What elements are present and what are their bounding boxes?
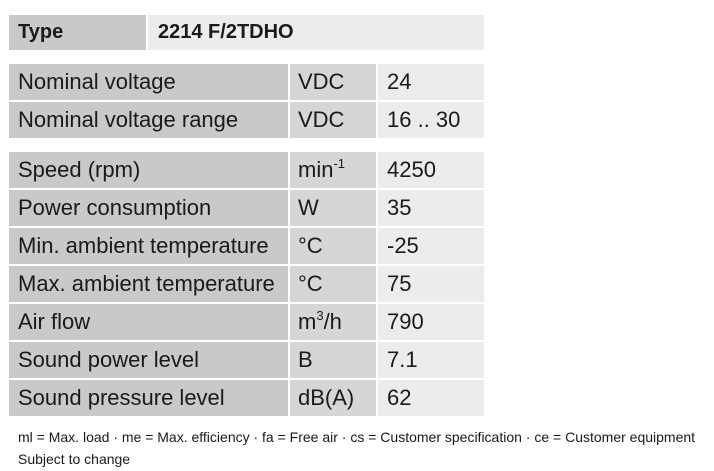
spec-value: 75 [378,266,484,302]
spec-row-max-ambient-temperature [9,266,484,302]
spec-value: 62 [378,380,484,416]
type-value: 2214 F/2TDHO [148,15,484,50]
spec-name: Power consumption [9,190,288,226]
spec-row-power-consumption [9,190,484,226]
spec-row-air-flow [9,304,484,340]
spec-row-speed [9,152,484,188]
spec-unit: °C [290,228,376,264]
spec-row-nominal-voltage-range [9,102,484,138]
spec-row-nominal-voltage [9,64,484,100]
type-label: Type [9,15,146,50]
spec-row-sound-power-level [9,342,484,378]
spec-name: Min. ambient temperature [9,228,288,264]
spec-name: Nominal voltage range [9,102,288,138]
type-row [9,15,484,50]
performance-spec-group [9,152,484,418]
spec-value: -25 [378,228,484,264]
unit-superscript: -1 [333,156,346,171]
spec-name: Sound power level [9,342,288,378]
spec-unit: VDC [290,64,376,100]
spec-value: 7.1 [378,342,484,378]
spec-name: Sound pressure level [9,380,288,416]
spec-name: Air flow [9,304,288,340]
spec-name: Nominal voltage [9,64,288,100]
voltage-spec-group [9,64,484,140]
spec-unit [290,152,376,188]
spec-unit [290,304,376,340]
unit-tail: /h [323,309,342,334]
spec-value: 35 [378,190,484,226]
spec-unit: °C [290,266,376,302]
spec-unit: VDC [290,102,376,138]
spec-unit: dB(A) [290,380,376,416]
spec-row-min-ambient-temperature [9,228,484,264]
spec-unit: B [290,342,376,378]
spec-value: 24 [378,64,484,100]
spec-row-sound-pressure-level [9,380,484,416]
spec-name: Max. ambient temperature [9,266,288,302]
spec-value: 790 [378,304,484,340]
unit-base: m [298,309,317,334]
spec-unit: W [290,190,376,226]
subject-to-change-note: Subject to change [18,451,131,467]
spec-value: 4250 [378,152,484,188]
abbreviation-footnote: ml = Max. load · me = Max. efficiency · fa = Free air · cs = Customer specification · ce = Customer equipment [18,429,696,445]
unit-superscript: 3 [316,308,324,323]
spec-value: 16 .. 30 [378,102,484,138]
spec-name: Speed (rpm) [9,152,288,188]
unit-base: min [298,157,334,182]
